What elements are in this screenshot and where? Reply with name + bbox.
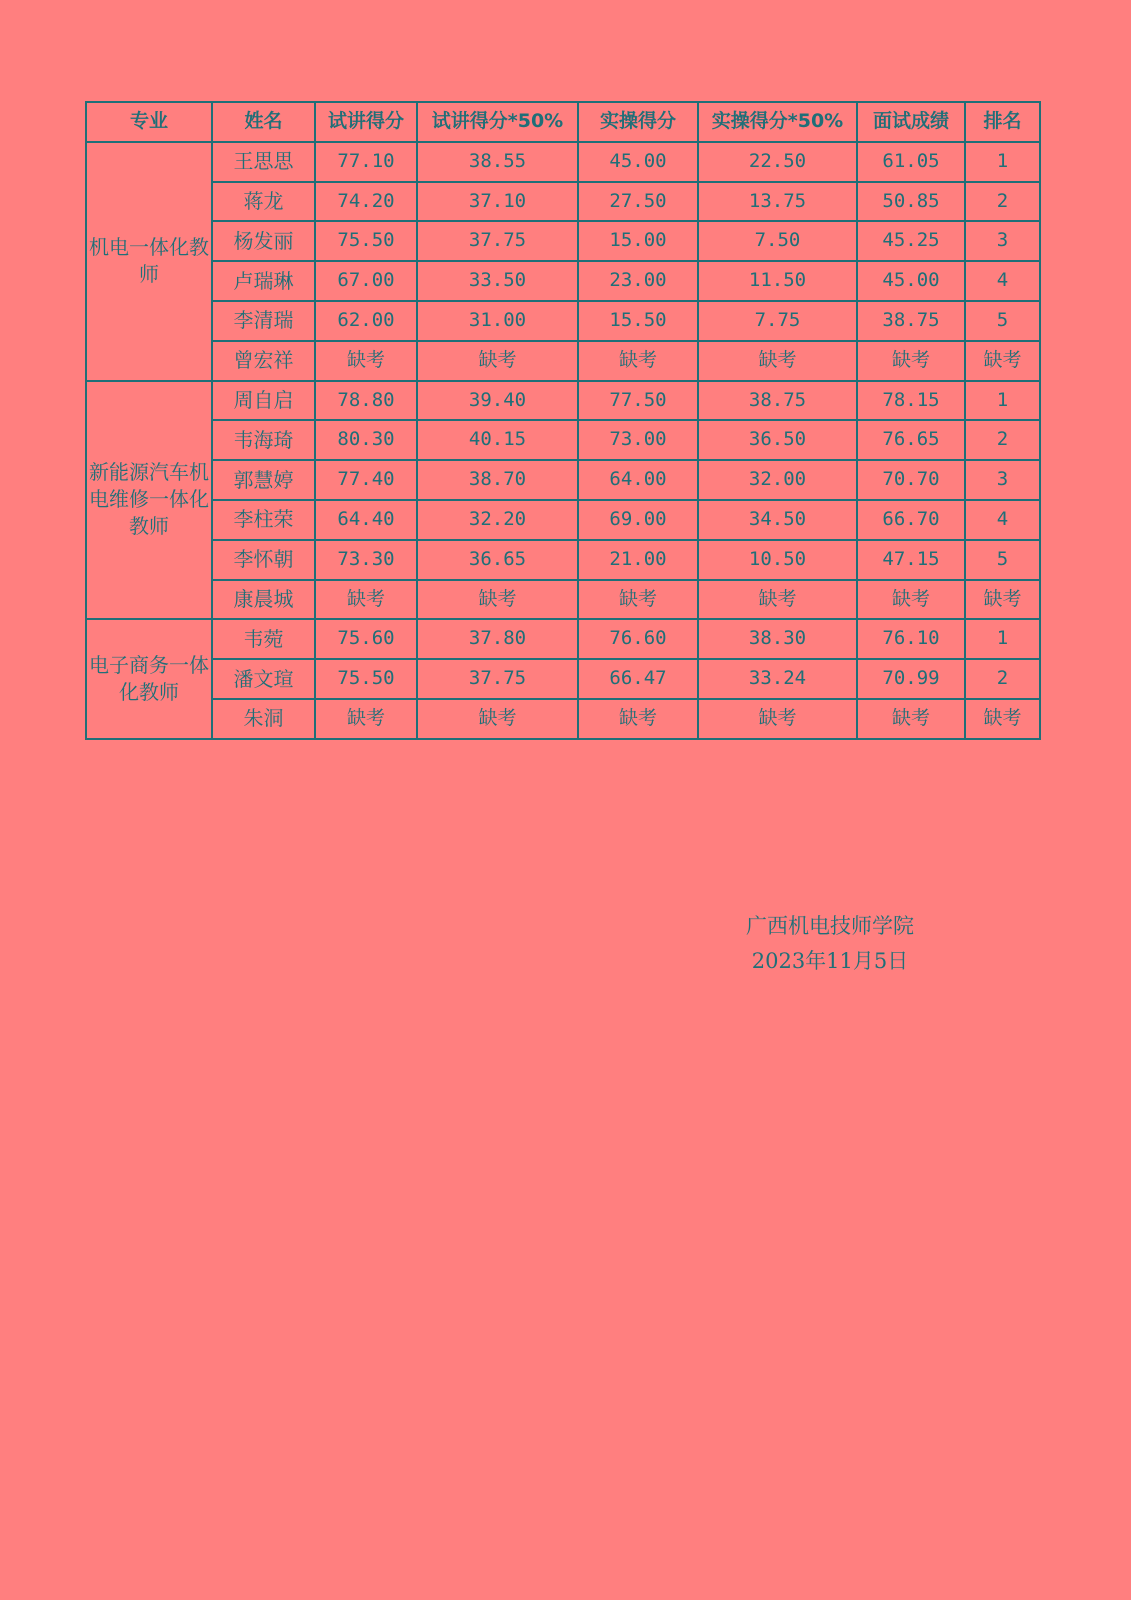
lecture-weighted-cell: 37.10 — [417, 182, 578, 222]
candidate-name-cell: 韦海琦 — [212, 420, 315, 460]
practical-score-cell: 15.50 — [578, 301, 698, 341]
table-row — [86, 460, 1040, 500]
rank-cell: 缺考 — [965, 699, 1040, 739]
rank-cell: 1 — [965, 142, 1040, 182]
practical-score-cell: 15.00 — [578, 221, 698, 261]
lecture-weighted-cell: 缺考 — [417, 580, 578, 620]
practical-score-cell: 缺考 — [578, 341, 698, 381]
interview-score-cell: 70.70 — [857, 460, 965, 500]
practical-score-cell: 66.47 — [578, 659, 698, 699]
header-practical-weighted: 实操得分*50% — [698, 102, 857, 142]
major-cell: 新能源汽车机电维修一体化教师 — [86, 381, 212, 620]
candidate-name-cell: 朱洞 — [212, 699, 315, 739]
interview-score-cell: 66.70 — [857, 500, 965, 540]
candidate-name-cell: 卢瑞琳 — [212, 261, 315, 301]
practical-score-cell: 27.50 — [578, 182, 698, 222]
table-row — [86, 659, 1040, 699]
practical-weighted-cell: 7.50 — [698, 221, 857, 261]
interview-score-cell: 78.15 — [857, 381, 965, 421]
lecture-weighted-cell: 31.00 — [417, 301, 578, 341]
candidate-name-cell: 杨发丽 — [212, 221, 315, 261]
interview-score-cell: 61.05 — [857, 142, 965, 182]
lecture-score-cell: 62.00 — [315, 301, 417, 341]
header-practical-score: 实操得分 — [578, 102, 698, 142]
candidate-name-cell: 曾宏祥 — [212, 341, 315, 381]
header-lecture-weighted: 试讲得分*50% — [417, 102, 578, 142]
rank-cell: 5 — [965, 540, 1040, 580]
major-cell: 机电一体化教师 — [86, 142, 212, 381]
practical-score-cell: 69.00 — [578, 500, 698, 540]
header-interview-score: 面试成绩 — [857, 102, 965, 142]
lecture-score-cell: 75.60 — [315, 619, 417, 659]
lecture-score-cell: 73.30 — [315, 540, 417, 580]
major-cell: 电子商务一体化教师 — [86, 619, 212, 738]
interview-score-cell: 缺考 — [857, 341, 965, 381]
lecture-weighted-cell: 32.20 — [417, 500, 578, 540]
lecture-score-cell: 80.30 — [315, 420, 417, 460]
candidate-name-cell: 李怀朝 — [212, 540, 315, 580]
table-row — [86, 699, 1040, 739]
candidate-name-cell: 周自启 — [212, 381, 315, 421]
header-row — [86, 102, 1040, 142]
practical-weighted-cell: 10.50 — [698, 540, 857, 580]
lecture-score-cell: 74.20 — [315, 182, 417, 222]
table-row — [86, 301, 1040, 341]
rank-cell: 1 — [965, 381, 1040, 421]
lecture-weighted-cell: 缺考 — [417, 341, 578, 381]
lecture-score-cell: 78.80 — [315, 381, 417, 421]
candidate-name-cell: 康晨城 — [212, 580, 315, 620]
practical-score-cell: 23.00 — [578, 261, 698, 301]
practical-score-cell: 21.00 — [578, 540, 698, 580]
practical-weighted-cell: 缺考 — [698, 580, 857, 620]
rank-cell: 3 — [965, 460, 1040, 500]
interview-score-cell: 70.99 — [857, 659, 965, 699]
lecture-score-cell: 77.40 — [315, 460, 417, 500]
rank-cell: 4 — [965, 261, 1040, 301]
footer-date: 2023年11月5日 — [751, 949, 909, 973]
lecture-score-cell: 75.50 — [315, 221, 417, 261]
lecture-weighted-cell: 33.50 — [417, 261, 578, 301]
rank-cell: 缺考 — [965, 341, 1040, 381]
table-row — [86, 341, 1040, 381]
lecture-weighted-cell: 37.75 — [417, 659, 578, 699]
rank-cell: 缺考 — [965, 580, 1040, 620]
practical-weighted-cell: 13.75 — [698, 182, 857, 222]
lecture-weighted-cell: 37.75 — [417, 221, 578, 261]
practical-weighted-cell: 34.50 — [698, 500, 857, 540]
candidate-name-cell: 韦菀 — [212, 619, 315, 659]
candidate-name-cell: 李柱荣 — [212, 500, 315, 540]
candidate-name-cell: 蒋龙 — [212, 182, 315, 222]
candidate-name-cell: 王思思 — [212, 142, 315, 182]
header-name: 姓名 — [212, 102, 315, 142]
lecture-score-cell: 缺考 — [315, 699, 417, 739]
table-row — [86, 540, 1040, 580]
interview-score-cell: 45.00 — [857, 261, 965, 301]
practical-weighted-cell: 36.50 — [698, 420, 857, 460]
practical-weighted-cell: 7.75 — [698, 301, 857, 341]
table-row — [86, 420, 1040, 460]
lecture-score-cell: 缺考 — [315, 580, 417, 620]
practical-score-cell: 45.00 — [578, 142, 698, 182]
table-row — [86, 619, 1040, 659]
candidate-name-cell: 潘文瑄 — [212, 659, 315, 699]
practical-score-cell: 缺考 — [578, 699, 698, 739]
header-rank: 排名 — [965, 102, 1040, 142]
lecture-weighted-cell: 38.55 — [417, 142, 578, 182]
candidate-name-cell: 郭慧婷 — [212, 460, 315, 500]
lecture-weighted-cell: 36.65 — [417, 540, 578, 580]
interview-score-cell: 45.25 — [857, 221, 965, 261]
practical-score-cell: 76.60 — [578, 619, 698, 659]
practical-weighted-cell: 38.75 — [698, 381, 857, 421]
lecture-weighted-cell: 40.15 — [417, 420, 578, 460]
rank-cell: 2 — [965, 182, 1040, 222]
practical-weighted-cell: 33.24 — [698, 659, 857, 699]
practical-score-cell: 缺考 — [578, 580, 698, 620]
table-row — [86, 580, 1040, 620]
table-row — [86, 500, 1040, 540]
header-lecture-score: 试讲得分 — [315, 102, 417, 142]
interview-score-cell: 50.85 — [857, 182, 965, 222]
practical-score-cell: 73.00 — [578, 420, 698, 460]
table-row — [86, 381, 1040, 421]
footer-organization: 广西机电技师学院 — [746, 914, 914, 938]
lecture-score-cell: 67.00 — [315, 261, 417, 301]
lecture-weighted-cell: 缺考 — [417, 699, 578, 739]
lecture-weighted-cell: 39.40 — [417, 381, 578, 421]
interview-score-cell: 76.65 — [857, 420, 965, 460]
lecture-weighted-cell: 37.80 — [417, 619, 578, 659]
practical-weighted-cell: 38.30 — [698, 619, 857, 659]
practical-weighted-cell: 缺考 — [698, 699, 857, 739]
rank-cell: 1 — [965, 619, 1040, 659]
practical-weighted-cell: 32.00 — [698, 460, 857, 500]
lecture-weighted-cell: 38.70 — [417, 460, 578, 500]
table-row — [86, 221, 1040, 261]
lecture-score-cell: 缺考 — [315, 341, 417, 381]
interview-score-cell: 缺考 — [857, 699, 965, 739]
table-row — [86, 261, 1040, 301]
table-row — [86, 142, 1040, 182]
lecture-score-cell: 64.40 — [315, 500, 417, 540]
candidate-name-cell: 李清瑞 — [212, 301, 315, 341]
practical-weighted-cell: 缺考 — [698, 341, 857, 381]
lecture-score-cell: 77.10 — [315, 142, 417, 182]
score-table — [85, 101, 1041, 740]
rank-cell: 3 — [965, 221, 1040, 261]
practical-weighted-cell: 22.50 — [698, 142, 857, 182]
interview-score-cell: 缺考 — [857, 580, 965, 620]
practical-score-cell: 77.50 — [578, 381, 698, 421]
practical-score-cell: 64.00 — [578, 460, 698, 500]
table-body — [86, 142, 1040, 739]
interview-score-cell: 47.15 — [857, 540, 965, 580]
rank-cell: 5 — [965, 301, 1040, 341]
rank-cell: 2 — [965, 659, 1040, 699]
interview-score-cell: 38.75 — [857, 301, 965, 341]
header-major: 专业 — [86, 102, 212, 142]
practical-weighted-cell: 11.50 — [698, 261, 857, 301]
table-row — [86, 182, 1040, 222]
interview-score-cell: 76.10 — [857, 619, 965, 659]
rank-cell: 4 — [965, 500, 1040, 540]
lecture-score-cell: 75.50 — [315, 659, 417, 699]
rank-cell: 2 — [965, 420, 1040, 460]
